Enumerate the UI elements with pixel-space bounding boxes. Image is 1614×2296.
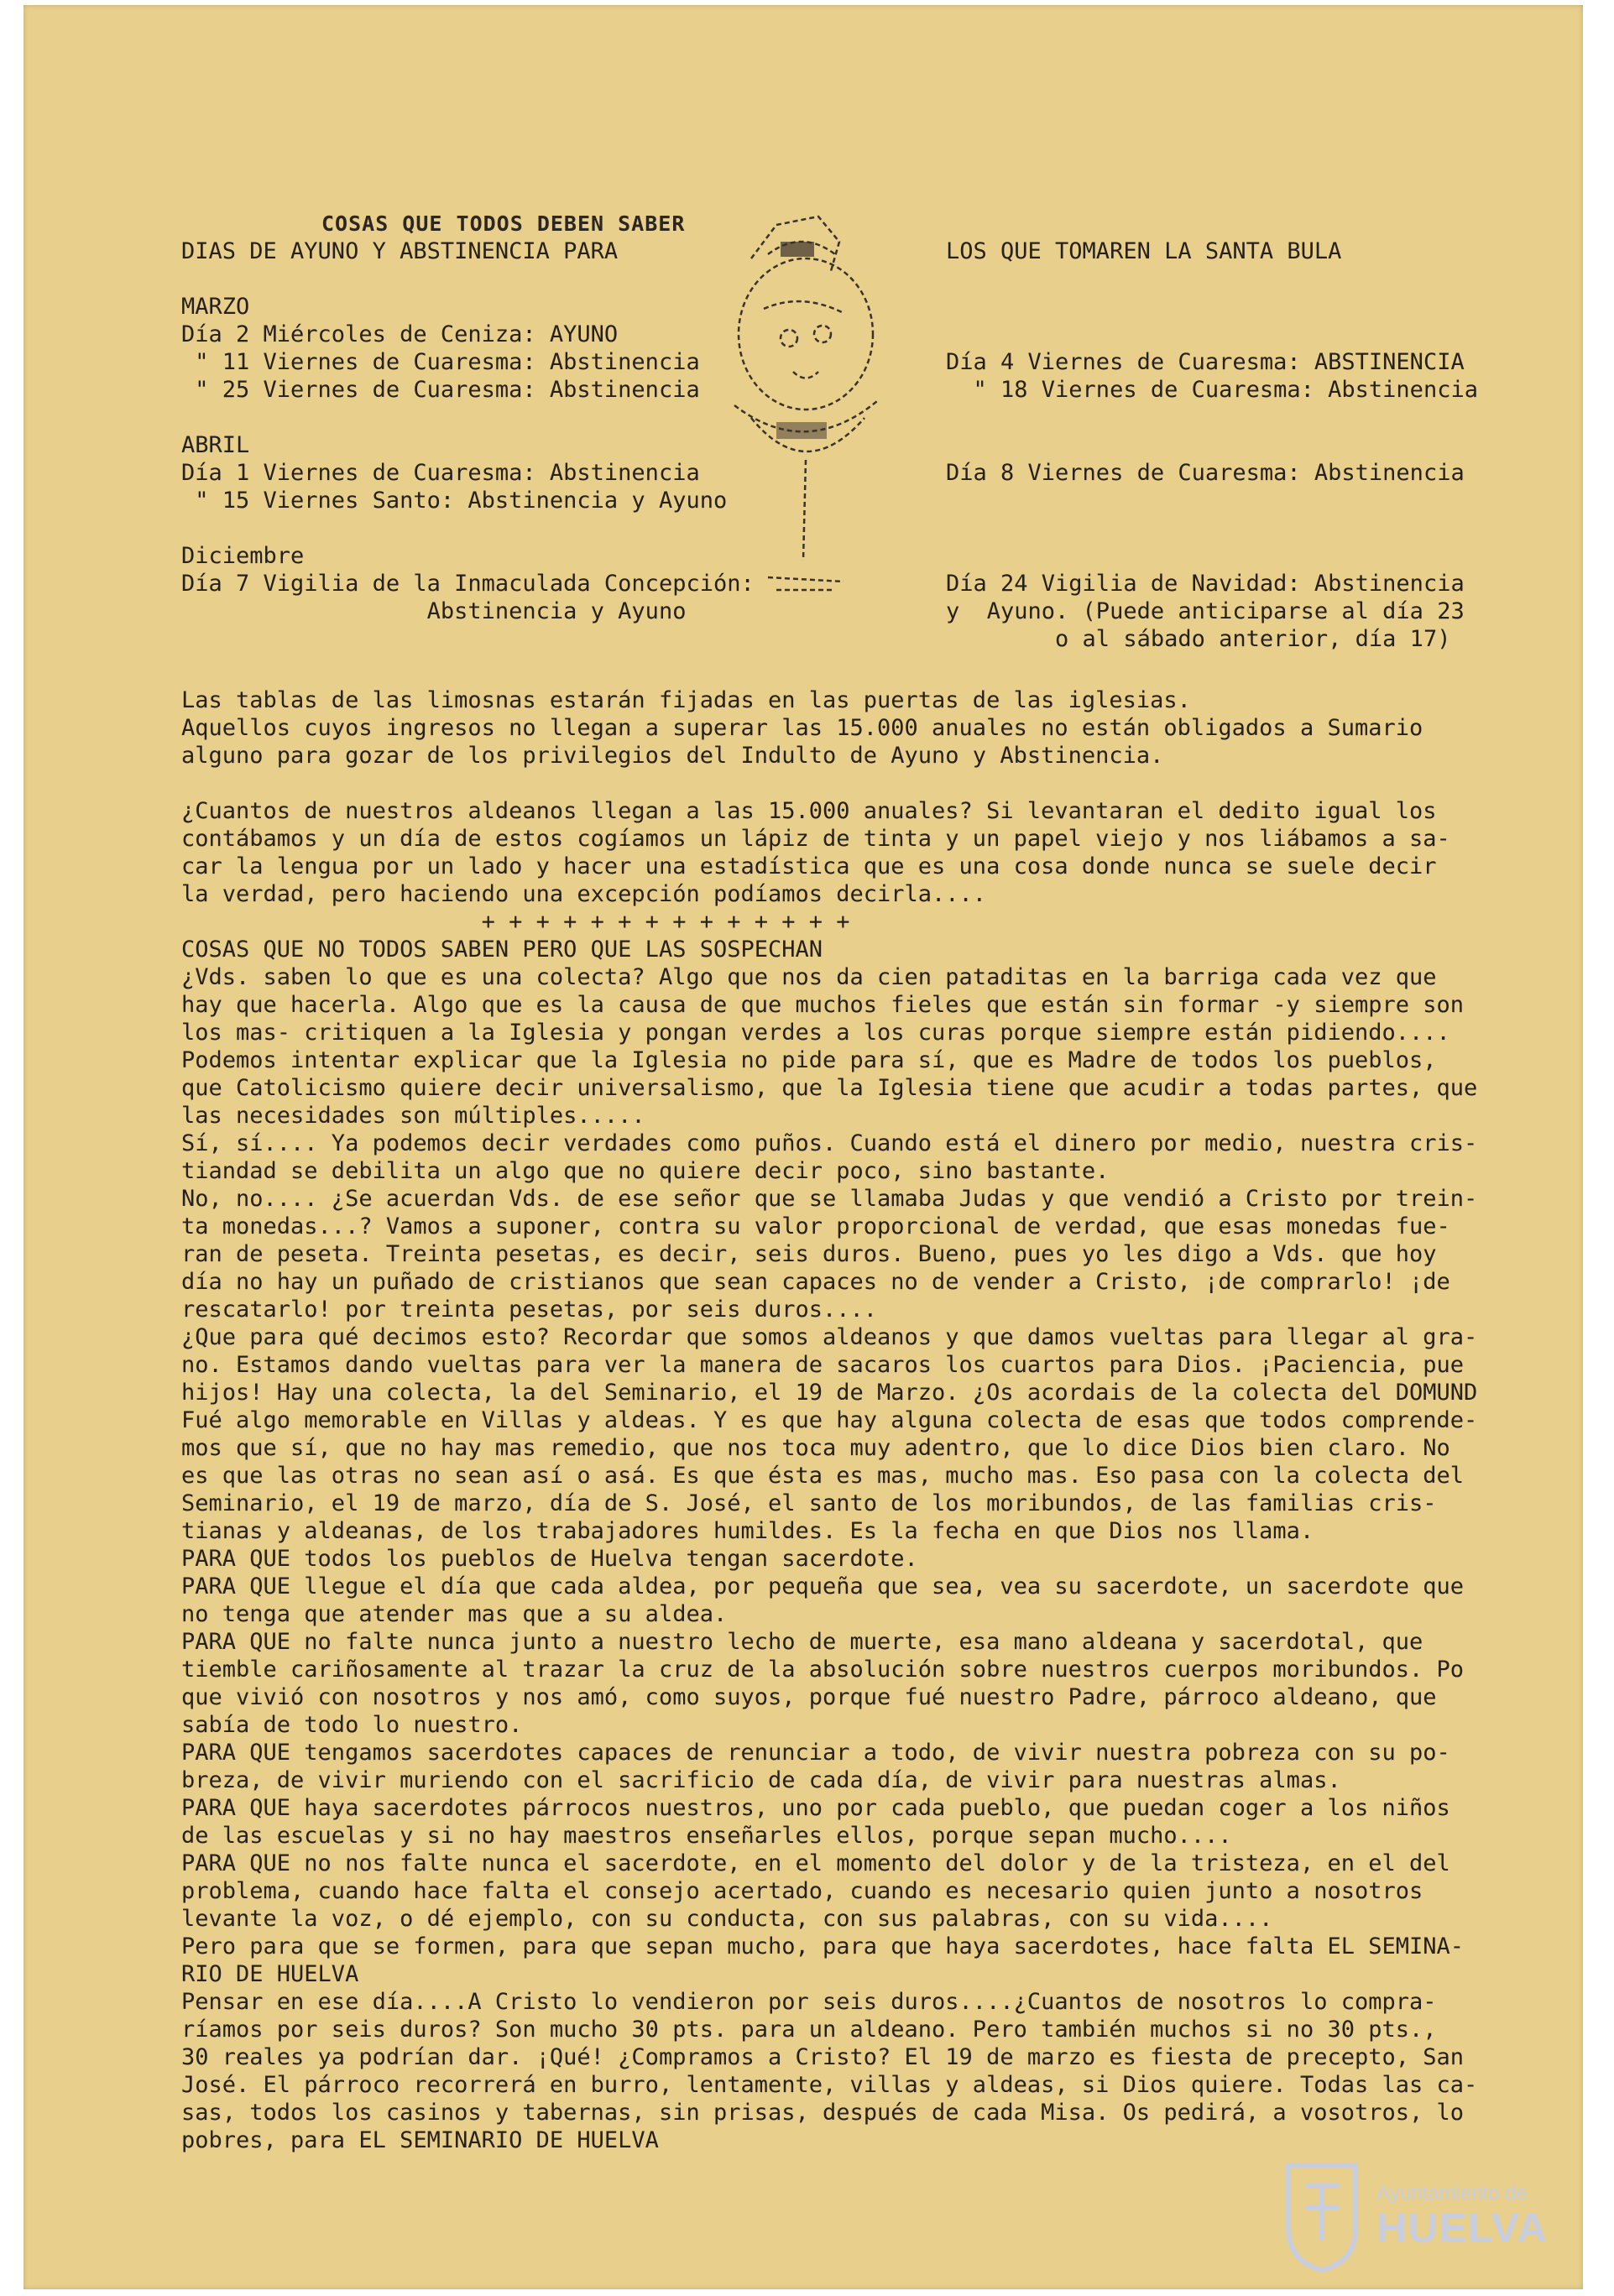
body-line: los mas- critiquen a la Iglesia y pongan verdes a los curas porque siempre están pidiendo....: [181, 1020, 1450, 1046]
body-line: no tenga que atender mas que a su aldea.: [181, 1601, 728, 1627]
left-col-line: ABRIL: [181, 432, 250, 458]
body-line: ríamos por seis duros? Son mucho 30 pts. para un aldeano. Pero también muchos si no 30 pts.,: [181, 2017, 1437, 2043]
body-line: tianas y aldeanas, de los trabajadores humildes. Es la fecha en que Dios nos llama.: [181, 1518, 1314, 1544]
body-line: PARA QUE llegue el día que cada aldea, por pequeña que sea, vea su sacerdote, un sacerdote que: [181, 1573, 1465, 1599]
body-line: ran de peseta. Treinta pesetas, es decir, seis duros. Bueno, pues yo les digo a Vds. que hoy: [181, 1241, 1437, 1267]
body-line: hijos! Hay una colecta, la del Seminario, el 19 de Marzo. ¿Os acordais de la colecta del DOMUND: [181, 1380, 1478, 1406]
body-line: PARA QUE no falte nunca junto a nuestro lecho de muerte, esa mano aldeana y sacerdotal, que: [181, 1629, 1423, 1655]
left-col-line: Día 7 Vigilia de la Inmaculada Concepción:: [181, 571, 755, 597]
body-line: PARA QUE no nos falte nunca el sacerdote, en el momento del dolor y de la tristeza, en el del: [181, 1850, 1450, 1876]
body-line: Fué algo memorable en Villas y aldeas. Y es que hay alguna colecta de esas que todos comprende-: [181, 1407, 1478, 1433]
body-line: no. Estamos dando vueltas para ver la manera de sacaros los cuartos para Dios. ¡Paciencia, pue: [181, 1352, 1465, 1378]
body-line: que vivió con nosotros y nos amó, como suyos, porque fué nuestro Padre, párroco aldeano, que: [181, 1684, 1437, 1710]
left-col-line: " 11 Viernes de Cuaresma: Abstinencia: [181, 349, 700, 375]
body-line: de las escuelas y si no hay maestros enseñarles ellos, porque sepan mucho....: [181, 1823, 1232, 1849]
body-line: RIO DE HUELVA: [181, 1961, 359, 1987]
right-col-line: [946, 487, 1478, 514]
body-line: PARA QUE tengamos sacerdotes capaces de renunciar a todo, de vivir nuestra pobreza con su po-: [181, 1740, 1450, 1766]
body-line: Pero para que se formen, para que sepan mucho, para que haya sacerdotes, hace falta EL SEMINA-: [181, 1933, 1465, 1959]
right-col-line: [946, 404, 1478, 431]
left-col-line: " 25 Viernes de Cuaresma: Abstinencia: [181, 377, 700, 403]
right-col-line: y Ayuno. (Puede anticiparse al día 23: [946, 598, 1465, 624]
right-col-line: [946, 321, 1478, 348]
body-text: [181, 686, 1491, 2154]
right-col-line: " 18 Viernes de Cuaresma: Abstinencia: [946, 377, 1478, 403]
body-line: COSAS QUE NO TODOS SABEN PERO QUE LAS SOSPECHAN: [181, 937, 823, 963]
body-line: contábamos y un día de estos cogíamos un lápiz de tinta y un papel viejo y nos liábamos a sa-: [181, 826, 1450, 852]
right-col-line: [946, 514, 1478, 542]
body-line: Sí, sí.... Ya podemos decir verdades como puños. Cuando está el dinero por medio, nuestra cris-: [181, 1130, 1478, 1156]
left-section-title: DIAS DE AYUNO Y ABSTINENCIA PARA: [181, 238, 619, 264]
body-line: ¿Que para qué decimos esto? Recordar que somos aldeanos y que damos vueltas para llegar al gra-: [181, 1324, 1478, 1350]
body-line: Aquellos cuyos ingresos no llegan a superar las 15.000 anuales no están obligados a Sumario: [181, 715, 1423, 741]
chalice-drawing-icon: [718, 208, 885, 611]
body-line: 30 reales ya podrían dar. ¡Qué! ¿Compramos a Cristo? El 19 de marzo es fiesta de precepto, San: [181, 2044, 1465, 2070]
body-line: día no hay un puñado de cristianos que sean capaces no de vender a Cristo, ¡de comprarlo! ¡de: [181, 1269, 1450, 1295]
body-line: mos que sí, que no hay mas remedio, que nos toca muy adentro, que lo dice Dios bien claro. No: [181, 1435, 1450, 1461]
body-line: es que las otras no sean así o asá. Es que ésta es mas, mucho mas. Eso pasa con la colecta del: [181, 1463, 1465, 1489]
left-col-line: Abstinencia y Ayuno: [181, 598, 687, 624]
right-dates-column: [946, 293, 1478, 653]
left-col-line: MARZO: [181, 294, 250, 320]
body-line: + + + + + + + + + + + + + +: [181, 909, 850, 935]
body-line: alguno para gozar de los privilegios del Indulto de Ayuno y Abstinencia.: [181, 743, 1164, 769]
left-col-line: [181, 514, 755, 542]
right-col-line: Día 24 Vigilia de Navidad: Abstinencia: [946, 571, 1465, 597]
body-line: breza, de vivir muriendo con el sacrificio de cada día, de vivir para nuestras almas.: [181, 1767, 1341, 1793]
body-line: sas, todos los casinos y tabernas, sin prisas, después de cada Misa. Os pedirá, a vosotros, lo: [181, 2100, 1465, 2126]
left-col-line: " 15 Viernes Santo: Abstinencia y Ayuno: [181, 488, 728, 514]
body-line: tiemble cariñosamente al trazar la cruz de la absolución sobre nuestros cuerpos moribundos. Po: [181, 1657, 1465, 1683]
left-col-line: Día 1 Viernes de Cuaresma: Abstinencia: [181, 460, 700, 486]
body-line: rescatarlo! por treinta pesetas, por seis duros....: [181, 1297, 878, 1323]
watermark-line2: HUELVA: [1376, 2205, 1549, 2252]
left-col-line: Diciembre: [181, 543, 305, 569]
body-line: las necesidades son múltiples.....: [181, 1103, 645, 1129]
body-line: que Catolicismo quiere decir universalismo, que la Iglesia tiene que acudir a todas partes, que: [181, 1075, 1478, 1101]
left-dates-column: [181, 293, 755, 625]
body-line: Seminario, el 19 de marzo, día de S. José, el santo de los moribundos, de las familias cris-: [181, 1490, 1437, 1516]
right-col-line: o al sábado anterior, día 17): [946, 626, 1451, 652]
body-line: ¿Vds. saben lo que es una colecta? Algo que nos da cien pataditas en la barriga cada vez que: [181, 964, 1437, 990]
body-line: tiandad se debilita un algo que no quiere decir poco, sino bastante.: [181, 1158, 1110, 1184]
document-title: COSAS QUE TODOS DEBEN SABER: [321, 211, 686, 236]
right-col-line: Día 4 Viernes de Cuaresma: ABSTINENCIA: [946, 349, 1465, 375]
body-line: [181, 770, 1491, 797]
body-line: PARA QUE todos los pueblos de Huelva tengan sacerdote.: [181, 1546, 918, 1572]
right-col-line: [946, 431, 1478, 459]
body-line: la verdad, pero haciendo una excepción podíamos decirla....: [181, 881, 987, 907]
body-line: problema, cuando hace falta el consejo acertado, cuando es necesario quien junto a nosotros: [181, 1878, 1423, 1904]
right-col-line: [946, 293, 1478, 321]
right-section-title: LOS QUE TOMAREN LA SANTA BULA: [946, 238, 1342, 264]
body-line: car la lengua por un lado y hacer una estadística que es una cosa donde nunca se suele decir: [181, 853, 1437, 879]
body-line: Pensar en ese día....A Cristo lo vendieron por seis duros....¿Cuantos de nosotros lo compra-: [181, 1989, 1437, 2015]
right-col-line: Día 8 Viernes de Cuaresma: Abstinencia: [946, 460, 1465, 486]
body-line: ta monedas...? Vamos a suponer, contra su valor proporcional de verdad, que esas monedas fue-: [181, 1213, 1450, 1239]
right-col-line: [946, 542, 1478, 570]
body-line: sabía de todo lo nuestro.: [181, 1712, 523, 1738]
body-line: ¿Cuantos de nuestros aldeanos llegan a las 15.000 anuales? Si levantaran el dedito igual los: [181, 798, 1437, 824]
body-line: No, no.... ¿Se acuerdan Vds. de ese señor que se llamaba Judas y que vendió a Cristo por trein-: [181, 1186, 1478, 1212]
body-line: Podemos intentar explicar que la Iglesia no pide para sí, que es Madre de todos los pueblos,: [181, 1047, 1437, 1073]
body-line: Las tablas de las limosnas estarán fijadas en las puertas de las iglesias.: [181, 687, 1191, 713]
body-line: pobres, para EL SEMINARIO DE HUELVA: [181, 2127, 659, 2153]
body-line: hay que hacerla. Algo que es la causa de que muchos fieles que están sin formar -y siempre son: [181, 992, 1465, 1018]
body-line: José. El párroco recorrerá en burro, lentamente, villas y aldeas, si Dios quiere. Todas las ca-: [181, 2072, 1478, 2098]
watermark-line1: Ayuntamiento de: [1376, 2182, 1528, 2205]
left-col-line: Día 2 Miércoles de Ceniza: AYUNO: [181, 321, 619, 347]
body-line: PARA QUE haya sacerdotes párrocos nuestros, uno por cada pueblo, que puedan coger a los niños: [181, 1795, 1450, 1821]
body-line: levante la voz, o dé ejemplo, con su conducta, con sus palabras, con su vida....: [181, 1906, 1273, 1932]
left-col-line: [181, 404, 755, 431]
